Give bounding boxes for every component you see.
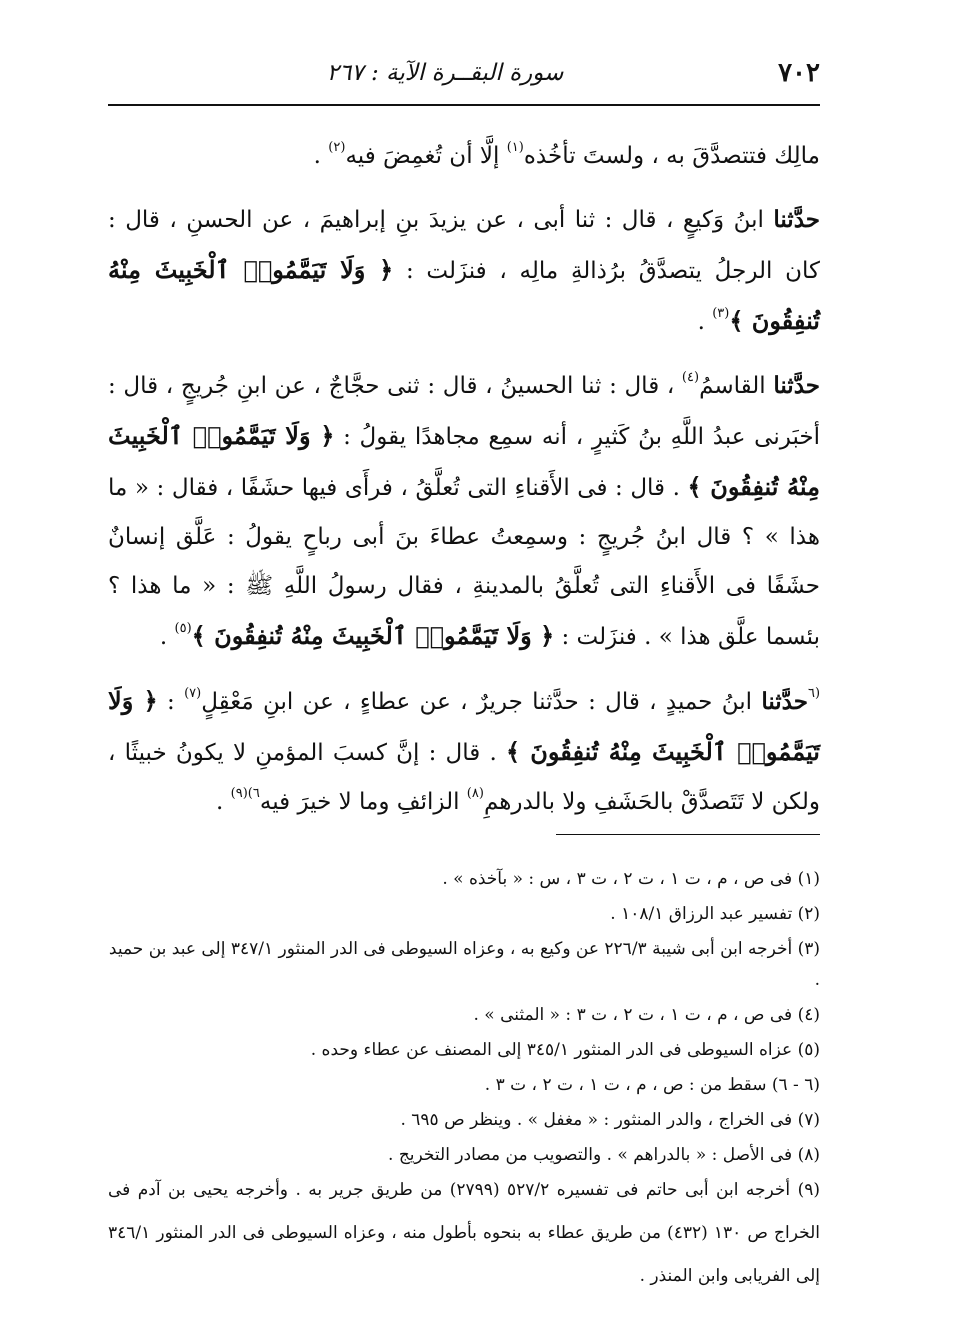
footnote-ref: (٨): [466, 786, 484, 801]
text: مالِك فتتصدَّقَ به ، ولستَ تأخُذه: [523, 143, 820, 169]
footnote-ref: (٤): [681, 370, 700, 385]
paragraph-3: [108, 361, 820, 662]
hadith-lead: حدَّثنا: [773, 372, 820, 399]
footnote-2: (٢) تفسير عبد الرزاق ١٠٨/١ .: [610, 904, 820, 924]
footnote-7: (٧) فى الخراج ، والدر المنثور : « مغفل » . وينظر ص ٦٩٥ .: [400, 1110, 820, 1130]
text: .: [313, 143, 329, 169]
text: ابنُ حميدٍ ، قال : حدَّثنا جريرٌ ، عن عطاءٍ ، عن ابنِ مَعْقِلٍ: [201, 689, 762, 715]
footnote-ref: ٦)(٩): [230, 786, 260, 801]
paragraph-4: [108, 676, 820, 827]
footnote-5: (٥) عزاه السيوطى فى الدر المنثور ٣٤٥/١ إلى المصنف عن عطاء وحده .: [310, 1040, 820, 1060]
footnote-4: (٤) فى ص ، م ، ت ١ ، ت ٢ ، ت ٣ : « المثنى » .: [473, 1005, 820, 1025]
footnote-ref: (٦: [807, 686, 821, 701]
footnote-separator: [556, 834, 820, 835]
text: الزائفِ وما لا خيرَ فيه: [259, 789, 467, 815]
footnote-ref: (٣): [712, 306, 730, 321]
quran-verse: ﴿ وَلَا تَيَمَّمُوا۟ ٱلْخَبِيثَ مِنْهُ تُنفِقُونَ ﴾: [108, 255, 820, 335]
footnote-ref: (٧): [184, 686, 202, 701]
text: . قال : إنَّ كسبَ المؤمنِ لا يكونُ خبيثًا ، ولكن لا تَتَصدَّقْ بالحَشَفِ ولا بالدرهمِ: [108, 740, 820, 815]
hadith-lead: حدَّثنا: [773, 206, 820, 233]
paragraph-1: [108, 132, 820, 181]
text: القاسمُ: [699, 373, 774, 399]
text: :: [157, 689, 185, 715]
footnote-3: (٣) أخرجه ابن أبى شيبة ٢٢٦/٣ عن وكيع به ، وعزاه السيوطى فى الدر المنثور ٣٤٧/١ إلى عبد بن حميد .: [108, 939, 820, 990]
text: إلَّا أن تُغمِضَ فيه: [345, 143, 507, 169]
footnote-8: (٨) فى الأصل : « بالدراهم » . والتصويب من مصادر التخريج .: [388, 1145, 820, 1165]
page-number: ٧٠٢: [778, 58, 820, 88]
text: ، قال : ثنا الحسينُ ، قال : ثنى حجَّاجٌ ، عن ابنِ جُريجٍ ، قال : أخبَرنى عبدُ اللَّهِ بنُ كَثيرٍ ، أنه سمِع مجاهدًا يقولُ :: [108, 373, 820, 450]
hadith-lead: حدَّثنا: [761, 688, 808, 715]
footnotes: [108, 864, 820, 1302]
footnote-1: (١) فى ص ، م ، ت ١ ، ت ٢ ، ت ٣ ، س : « بآخذه » .: [442, 869, 820, 889]
footnote-ref: (١): [506, 140, 524, 155]
header-rule: [108, 104, 820, 106]
text: ابنُ وَكيعٍ ، قال : ثنا أبى ، عن يزيدَ بنِ إبراهيمَ ، عن الحسنِ ، قال : كان الرجلُ يتصدَّقُ برُذالةِ مالِه ، فنزَلت :: [108, 207, 820, 284]
text: .: [159, 624, 175, 650]
page-header: [108, 52, 820, 102]
main-text: [108, 132, 820, 841]
quran-verse: ﴿ وَلَا تَيَمَّمُوا۟ ٱلْخَبِيثَ مِنْهُ تُنفِقُونَ ﴾: [191, 621, 555, 650]
running-title: سورة البقــرة الآية : ٢٦٧: [326, 60, 564, 86]
text: .: [216, 789, 231, 815]
footnote-9: (٩) أخرجه ابن أبى حاتم فى تفسيره ٥٢٧/٢ (٢٧٩٩) من طريق جرير به . وأخرجه يحيى بن آدم فى الخراج ص ١٣٠ (٤٣٢) من طريق عطاء به بنحوه بأطول منه ، وعزاه السيوطى فى الدر المنثور ٣٤٦/١ إلى الفريابى وابن المنذر .: [108, 1180, 820, 1286]
quran-verse: ﴿ وَلَا تَيَمَّمُوا۟ ٱلْخَبِيثَ مِنْهُ تُنفِقُونَ ﴾: [108, 421, 821, 501]
footnote-ref: (٢): [328, 140, 346, 155]
footnote-ref: (٥): [174, 621, 192, 636]
text: . قال : فى الأَقناءِ التى تُعلَّقُ ، فرأَى فيها حشَفًا ، فقال : « ما هذا » ؟ قال ابنُ جُريجٍ : وسمِعتُ عطاءَ بنَ أبى رباحٍ يقولُ : عَلَّق إنسانٌ حشَفًا فى الأَقناءِ التى تُعلَّقُ بالمدينةِ ، فقال رسولُ اللَّهِ ﷺ : « ما هذا ؟ بئسما علَّق هذا » . فنزَلت :: [108, 475, 820, 650]
quran-verse: ﴿ وَلَا تَيَمَّمُوا۟ ٱلْخَبِيثَ مِنْهُ تُنفِقُونَ ﴾: [108, 686, 820, 766]
footnote-6: (٦ - ٦) سقط من : ص ، م ، ت ١ ، ت ٢ ، ت ٣ .: [484, 1075, 820, 1095]
text: .: [697, 309, 713, 335]
paragraph-2: [108, 195, 820, 347]
